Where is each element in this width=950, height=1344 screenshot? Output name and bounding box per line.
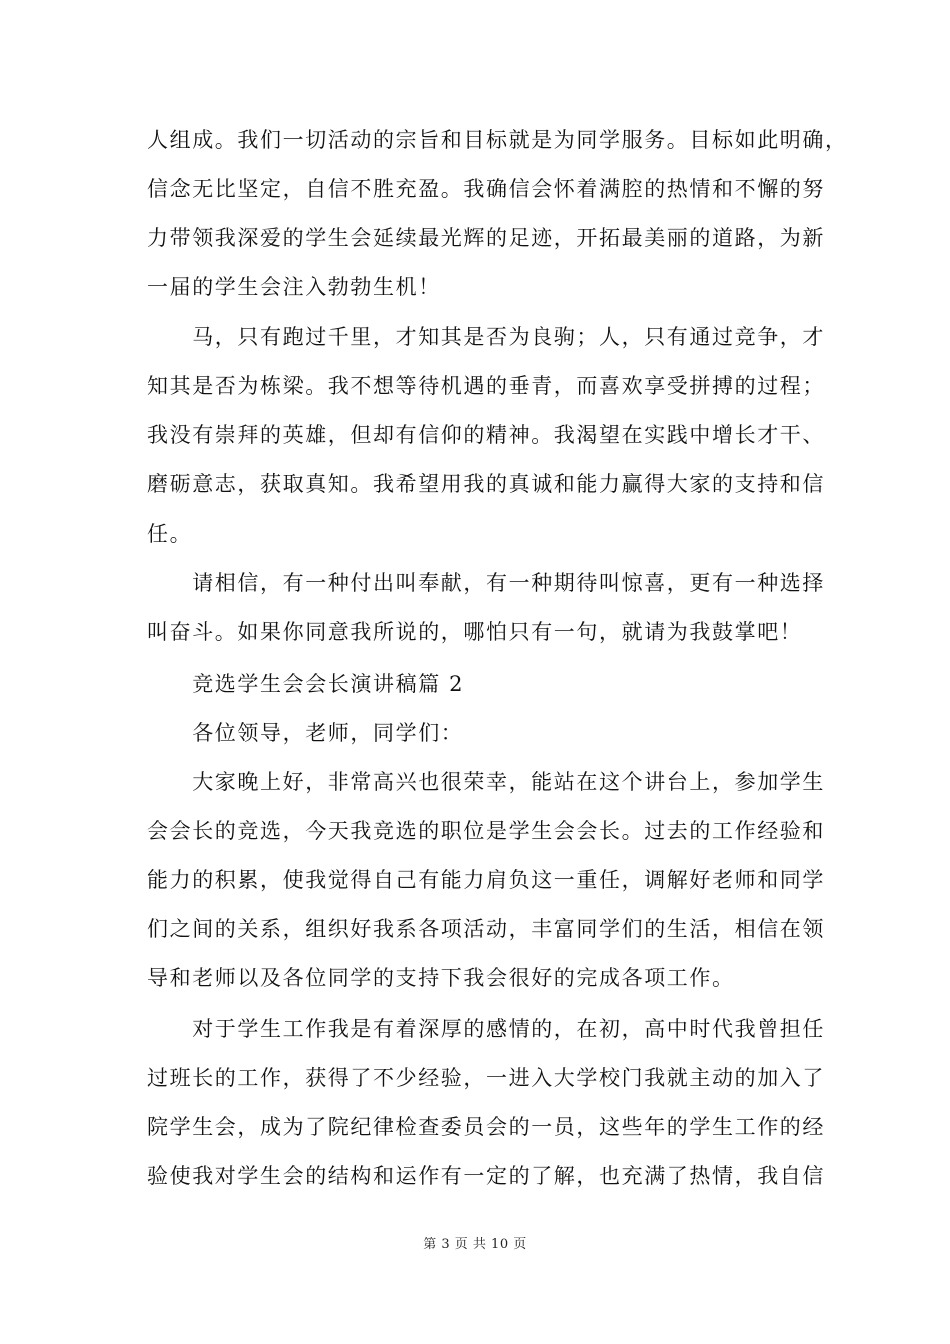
text-line: 人组成。我们一切活动的宗旨和目标就是为同学服务。目标如此明确， [147,128,848,152]
text-line: 任。 [147,522,193,546]
text-line: 我没有崇拜的英雄，但却有信仰的精神。我渴望在实践中增长才干、 [147,423,825,447]
text-line: 对于学生工作我是有着深厚的感情的，在初，高中时代我曾担任 [147,1017,825,1041]
text-line: 请相信，有一种付出叫奉献，有一种期待叫惊喜，更有一种选择 [147,571,825,595]
text-line: 会会长的竞选，今天我竞选的职位是学生会会长。过去的工作经验和 [147,819,825,843]
text-line: 过班长的工作，获得了不少经验，一进入大学校门我就主动的加入了 [147,1066,825,1090]
salutation: 各位领导，老师，同学们： [147,721,464,745]
text-line: 院学生会，成为了院纪律检查委员会的一员，这些年的学生工作的经 [147,1115,825,1139]
text-line: 知其是否为栋梁。我不想等待机遇的垂青，而喜欢享受拼搏的过程； [147,374,825,398]
text-line: 大家晚上好，非常高兴也很荣幸，能站在这个讲台上，参加学生 [147,770,825,794]
text-line: 们之间的关系，组织好我系各项活动，丰富同学们的生活，相信在领 [147,917,825,941]
text-line: 信念无比坚定，自信不胜充盈。我确信会怀着满腔的热情和不懈的努 [147,177,825,201]
page-number-footer: 第 3 页 共 10 页 [423,1237,527,1252]
text-line: 导和老师以及各位同学的支持下我会很好的完成各项工作。 [147,966,735,990]
text-line: 叫奋斗。如果你同意我所说的，哪怕只有一句，就请为我鼓掌吧！ [147,620,803,644]
section-heading: 竞选学生会会长演讲稿篇 2 [147,672,465,696]
text-line: 磨砺意志，获取真知。我希望用我的真诚和能力赢得大家的支持和信 [147,472,825,496]
text-line: 验使我对学生会的结构和运作有一定的了解，也充满了热情，我自信 [147,1164,825,1188]
text-line: 力带领我深爱的学生会延续最光辉的足迹，开拓最美丽的道路，为新 [147,226,825,250]
text-line: 马，只有跑过千里，才知其是否为良驹；人，只有通过竞争，才 [147,325,825,349]
text-line: 一届的学生会注入勃勃生机！ [147,275,441,299]
text-line: 能力的积累，使我觉得自己有能力肩负这一重任，调解好老师和同学 [147,868,825,892]
